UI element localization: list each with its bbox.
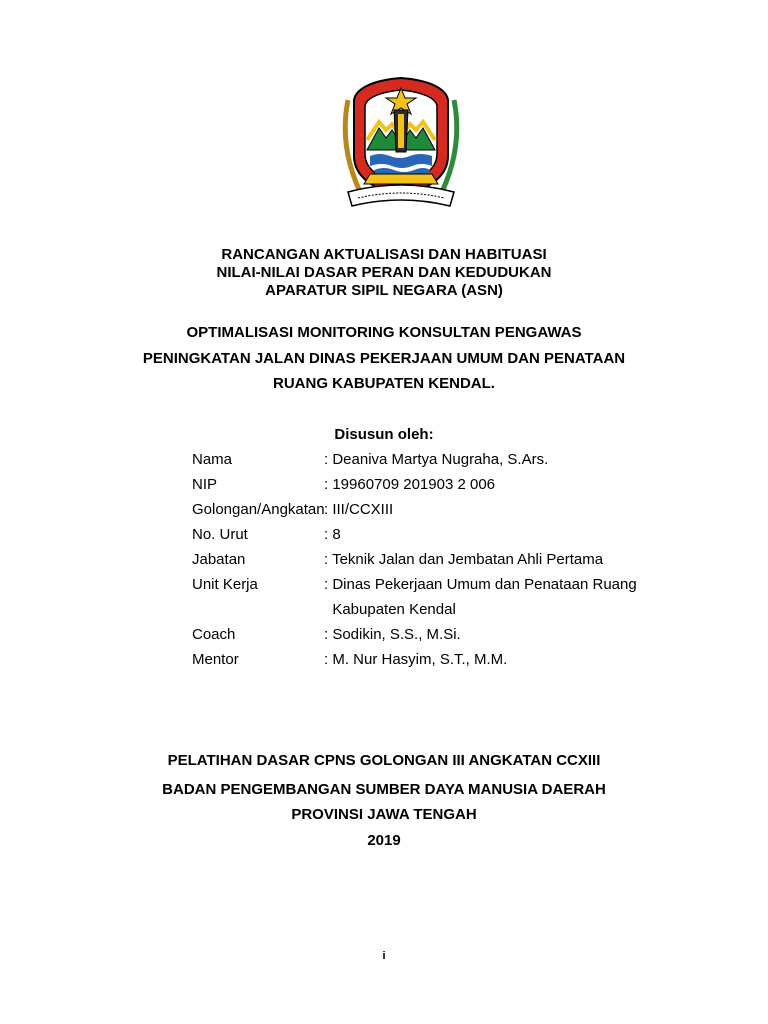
info-value: : III/CCXIII bbox=[324, 501, 394, 518]
info-label: Jabatan bbox=[192, 551, 246, 568]
info-row-nip bbox=[192, 472, 637, 497]
footer-year: 2019 bbox=[367, 832, 401, 849]
info-label: No. Urut bbox=[192, 526, 248, 543]
info-row-unit-kerja bbox=[192, 572, 637, 597]
footer-line-3: PROVINSI JAWA TENGAH bbox=[291, 806, 477, 823]
info-value: : Deaniva Martya Nugraha, S.Ars. bbox=[324, 451, 549, 468]
footer-line-1: PELATIHAN DASAR CPNS GOLONGAN III ANGKATAN CCXIII bbox=[167, 752, 601, 769]
info-value: Kabupaten Kendal bbox=[324, 601, 456, 618]
jawa-tengah-emblem bbox=[334, 70, 468, 216]
info-row-no-urut bbox=[192, 522, 637, 547]
info-row-coach bbox=[192, 622, 637, 647]
author-heading: Disusun oleh: bbox=[334, 426, 434, 443]
info-row-unit-kerja-cont bbox=[192, 597, 637, 622]
topic-line-2: PENINGKATAN JALAN DINAS PEKERJAAN UMUM DAN PENATAAN bbox=[142, 350, 626, 367]
info-value: : 19960709 201903 2 006 bbox=[324, 476, 495, 493]
info-value: : 8 bbox=[324, 526, 341, 543]
title-line-2: NILAI-NILAI DASAR PERAN DAN KEDUDUKAN bbox=[216, 264, 552, 281]
info-value: : Sodikin, S.S., M.Si. bbox=[324, 626, 461, 643]
author-info bbox=[192, 447, 637, 672]
title-line-1: RANCANGAN AKTUALISASI DAN HABITUASI bbox=[221, 246, 547, 263]
topic-line-3: RUANG KABUPATEN KENDAL. bbox=[273, 375, 495, 392]
title-line-3: APARATUR SIPIL NEGARA (ASN) bbox=[265, 282, 503, 299]
info-label bbox=[192, 597, 324, 622]
info-value: : Teknik Jalan dan Jembatan Ahli Pertama bbox=[324, 551, 604, 568]
info-row-mentor bbox=[192, 647, 637, 672]
footer-line-2: BADAN PENGEMBANGAN SUMBER DAYA MANUSIA DAERAH bbox=[162, 781, 606, 798]
info-label: Nama bbox=[192, 451, 233, 468]
info-row-name bbox=[192, 447, 637, 472]
info-label: Unit Kerja bbox=[192, 576, 258, 593]
page-number: i bbox=[382, 950, 386, 962]
info-row-golongan bbox=[192, 497, 637, 522]
info-value: : M. Nur Hasyim, S.T., M.M. bbox=[324, 651, 508, 668]
info-value: : Dinas Pekerjaan Umum dan Penataan Ruang bbox=[324, 576, 637, 593]
info-row-jabatan bbox=[192, 547, 637, 572]
info-label: Coach bbox=[192, 626, 236, 643]
info-label: Golongan/Angkatan bbox=[192, 501, 325, 518]
info-label: NIP bbox=[192, 476, 218, 493]
topic-line-1: OPTIMALISASI MONITORING KONSULTAN PENGAWAS bbox=[186, 324, 582, 341]
info-label: Mentor bbox=[192, 651, 239, 668]
